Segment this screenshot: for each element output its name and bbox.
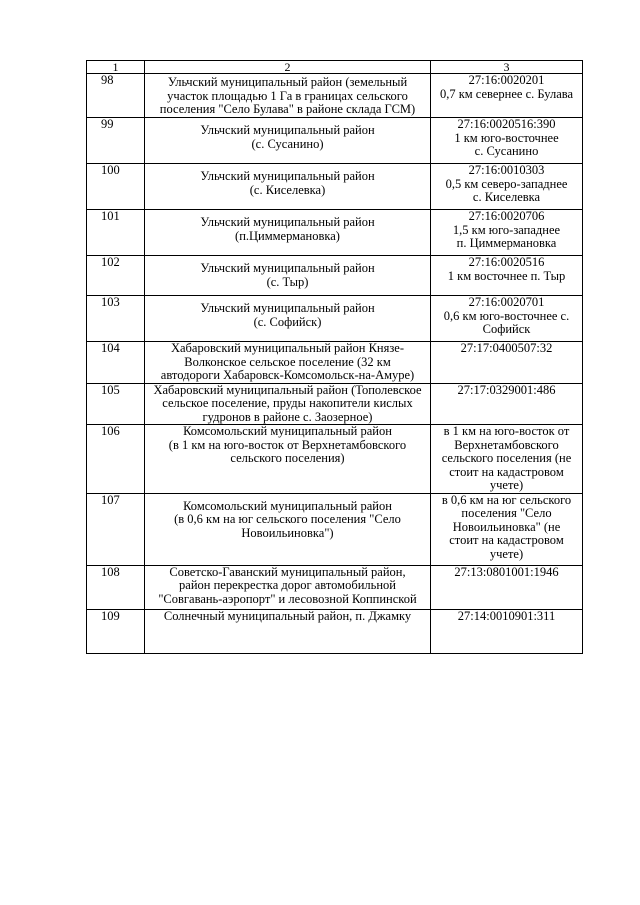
row-description [145, 565, 431, 609]
row-description [145, 383, 431, 425]
row-description [145, 118, 431, 164]
row-location-text: в 1 км на юго-восток от Верхнетамбовского сельского поселения (не стоит на кадастровом учете) [441, 424, 572, 492]
row-location-text: 27:16:0020516 1 км восточнее п. Тыр [447, 255, 566, 283]
row-location [431, 383, 583, 425]
row-location-text: 27:17:0329001:486 [457, 382, 556, 397]
row-location-text: 27:14:0010901:311 [457, 608, 556, 623]
row-description-text: Комсомольский муниципальный район (в 1 км на юго-восток от Верхнетамбовского сельского поселения) [168, 424, 407, 465]
row-description-text: Комсомольский муниципальный район (в 0,6 км на юг сельского поселения "Село Новоильиновка") [174, 498, 401, 540]
table-row [87, 118, 583, 164]
row-description-text: Ульчский муниципальный район (с. Сусанино) [200, 123, 375, 151]
row-location-text: 27:16:0020701 0,6 км юго-восточнее с. Софийск [443, 295, 570, 336]
table-row [87, 296, 583, 342]
row-location [431, 296, 583, 342]
row-description-text: Ульчский муниципальный район (с. Софийск) [200, 301, 375, 329]
row-location [431, 493, 583, 565]
row-description [145, 256, 431, 296]
row-location [431, 256, 583, 296]
row-description-text: Ульчский муниципальный район (с. Киселевка) [200, 169, 375, 197]
row-location [431, 425, 583, 494]
row-description-text: Ульчский муниципальный район (п.Циммермановка) [200, 215, 375, 243]
table-row [87, 74, 583, 118]
row-location-text: 27:16:0020706 1,5 км юго-западнее п. Циммермановка [452, 209, 561, 250]
table-row [87, 425, 583, 494]
row-number: 108 [87, 565, 145, 609]
column-header-1: 1 [87, 61, 145, 74]
row-location-text: 27:16:0020516:390 1 км юго-восточнее с. Сусанино [454, 117, 559, 158]
column-header-2: 2 [145, 61, 431, 74]
row-description-text: Хабаровский муниципальный район Князе- Волконское сельское поселение (32 км автодороги Хабаровск-Комсомольск-на-Амуре) [160, 341, 415, 382]
row-number: 102 [87, 256, 145, 296]
row-number: 104 [87, 342, 145, 384]
table-row [87, 493, 583, 565]
table-row [87, 565, 583, 609]
row-description-text: Солнечный муниципальный район, п. Джамку [163, 608, 412, 623]
table-row [87, 609, 583, 653]
row-number: 109 [87, 609, 145, 653]
column-header-3: 3 [431, 61, 583, 74]
row-number: 100 [87, 164, 145, 210]
row-location-text: в 0,6 км на юг сельского поселения "Село Новоильиновка" (не стоит на кадастровом учете) [441, 492, 572, 561]
row-description-text: Советско-Гаванский муниципальный район, район перекрестка дорог автомобильной "Совгавань-аэропорт" и лесовозной Коппинской [158, 564, 417, 606]
row-number: 105 [87, 383, 145, 425]
row-description-text: Ульчский муниципальный район (земельный участок площадью 1 Га в границах сельского поселения "Село Булава" в районе склада ГСМ) [159, 75, 416, 116]
registry-table [86, 60, 583, 654]
row-location [431, 609, 583, 653]
row-location-text: 27:16:0010303 0,5 км северо-западнее с. Киселевка [445, 163, 568, 204]
row-location-text: 27:17:0400507:32 [460, 341, 553, 355]
row-location [431, 565, 583, 609]
row-location [431, 118, 583, 164]
row-number: 103 [87, 296, 145, 342]
row-number: 99 [87, 118, 145, 164]
row-location [431, 164, 583, 210]
table-row [87, 164, 583, 210]
row-location [431, 342, 583, 384]
row-description [145, 493, 431, 565]
row-number: 107 [87, 493, 145, 565]
table-row [87, 210, 583, 256]
row-description [145, 342, 431, 384]
row-description-text: Ульчский муниципальный район (с. Тыр) [200, 261, 375, 289]
row-description [145, 210, 431, 256]
row-description [145, 296, 431, 342]
row-location [431, 74, 583, 118]
row-location [431, 210, 583, 256]
table-row [87, 342, 583, 384]
row-description [145, 164, 431, 210]
header-row [87, 61, 583, 74]
row-description-text: Хабаровский муниципальный район (Тополевское сельское поселение, пруды накопители кислых гудронов в районе с. Заозерное) [153, 382, 422, 424]
row-location-text: 27:13:0801001:1946 [454, 564, 559, 579]
row-number: 101 [87, 210, 145, 256]
table-row [87, 256, 583, 296]
row-description [145, 609, 431, 653]
table-row [87, 383, 583, 425]
row-description [145, 425, 431, 494]
row-location-text: 27:16:0020201 0,7 км севернее с. Булава [439, 73, 574, 101]
row-description [145, 74, 431, 118]
row-number: 98 [87, 74, 145, 118]
row-number: 106 [87, 425, 145, 494]
